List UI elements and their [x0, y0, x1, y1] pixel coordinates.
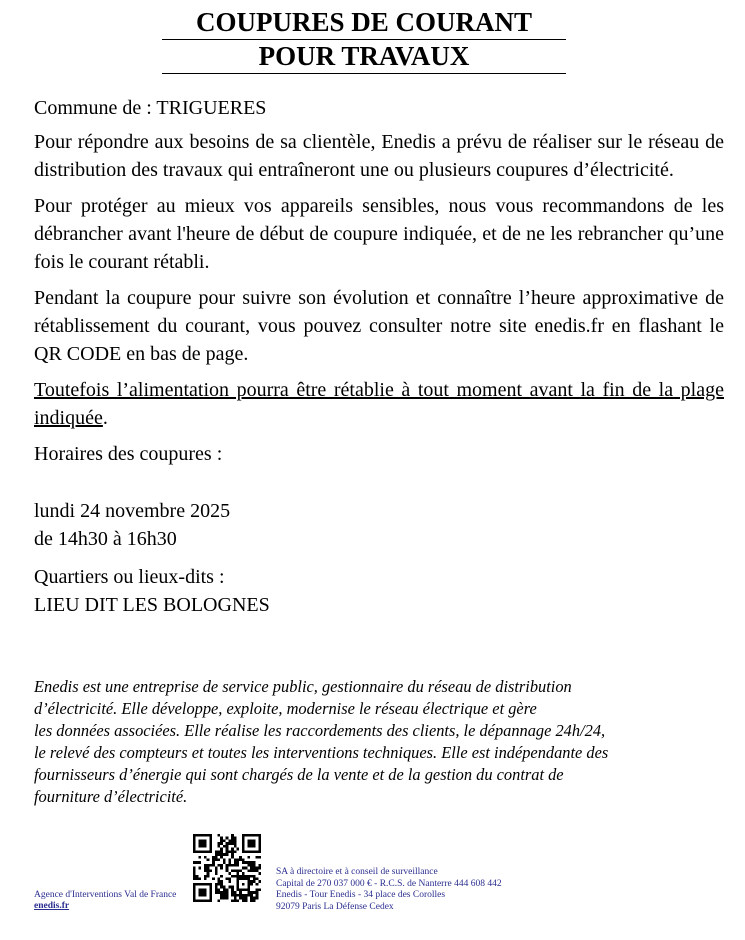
location-value: LIEU DIT LES BOLOGNES	[34, 594, 270, 616]
legal-line: d’électricité. Elle développe, exploite, modernise le réseau électrique et gère	[34, 699, 537, 718]
agency-name: Agence d'Interventions Val de France	[34, 890, 177, 900]
restoration-notice-underlined: Toutefois l’alimentation pourra être rétablie à tout moment avant la fin de la plage indiquée	[34, 379, 724, 429]
company-line: Capital de 270 037 000 € - R.C.S. de Nanterre 444 608 442	[276, 878, 502, 889]
paragraph-follow-outage: Pendant la coupure pour suivre son évolution et connaître l’heure approximative de rétablissement du courant, vous pouvez consulter notre site enedis.fr en flashant le QR CODE en bas de page.	[34, 287, 724, 365]
restoration-notice-period: .	[102, 407, 108, 429]
footer-agency	[34, 890, 176, 912]
title-block	[162, 6, 566, 74]
company-line: Enedis - Tour Enedis - 34 place des Corolles	[276, 890, 446, 900]
legal-line: les données associées. Elle réalise les raccordements des clients, le dépannage 24h/24,	[34, 721, 606, 740]
page-title-line-1: COUPURES DE COURANT	[195, 7, 533, 37]
qr-code-icon[interactable]	[193, 834, 261, 902]
legal-line: fournisseurs d’énergie qui sont chargés de la vente et de la gestion du contrat de	[34, 765, 564, 784]
notice-body	[34, 94, 724, 619]
paragraph-protect-devices: Pour protéger au mieux vos appareils sensibles, nous vous recommandons de les débrancher avant l'heure de début de coupure indiquée, et de ne les rebrancher qu’une fois le courant rétabli.	[34, 195, 724, 273]
legal-line: Enedis est une entreprise de service public, gestionnaire du réseau de distribution	[34, 677, 572, 696]
footer-company-info	[276, 867, 502, 913]
company-line: SA à directoire et à conseil de surveillance	[276, 867, 438, 877]
company-line: 92079 Paris La Défense Cedex	[276, 901, 394, 912]
website-link[interactable]: enedis.fr	[34, 901, 70, 911]
paragraph-restoration-notice	[34, 376, 724, 432]
title-rule-2	[162, 73, 566, 74]
schedule-date: lundi 24 novembre 2025	[34, 500, 231, 522]
page-title-line-2: POUR TRAVAUX	[258, 41, 470, 71]
location-label: Quartiers ou lieux-dits :	[34, 566, 225, 588]
legal-line: fourniture d’électricité.	[34, 787, 188, 806]
schedule-time: de 14h30 à 16h30	[34, 528, 177, 550]
legal-text	[34, 676, 724, 808]
schedule-label: Horaires des coupures :	[34, 443, 223, 465]
commune-line: Commune de : TRIGUERES	[34, 97, 267, 119]
paragraph-works: Pour répondre aux besoins de sa clientèle, Enedis a prévu de réaliser sur le réseau de distribution des travaux qui entraîneront une ou plusieurs coupures d’électricité.	[34, 131, 724, 181]
legal-line: le relevé des compteurs et toutes les interventions techniques. Elle est indépendante des	[34, 743, 609, 762]
